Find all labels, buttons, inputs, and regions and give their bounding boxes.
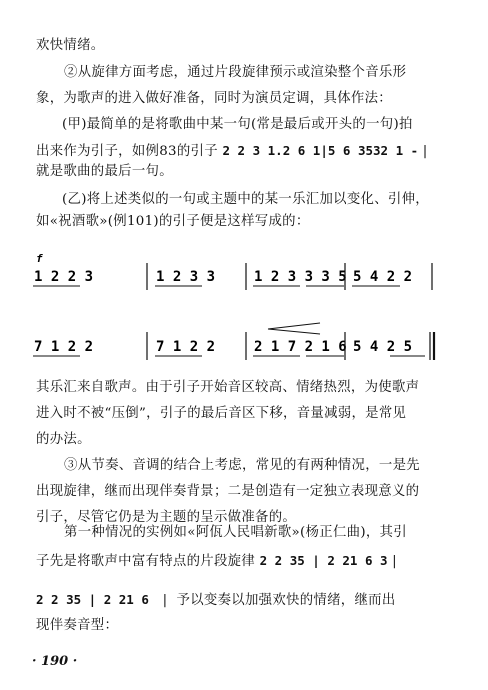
inline-notation-2: 2 2 35 | 2 21 6 3	[259, 553, 388, 568]
line-2: ②从旋律方面考虑，通过片段旋律预示或渲染整个音乐形	[64, 65, 407, 80]
page-number: · 190 ·	[32, 654, 78, 669]
line-13: 出现旋律，继而出现伴奏背景；二是创造有一定独立表现意义的	[36, 484, 420, 499]
line-4: (甲)最简单的是将歌曲中某一句(常是最后或开头的一句)拍	[62, 117, 413, 132]
score-row2-measure2: 7 1 2 2	[156, 339, 216, 355]
line-18: 现伴奏音型：	[36, 618, 119, 633]
inline-notation-1: 2 2 3 1.2 6 1|5 6 3532 1 -	[222, 143, 419, 158]
line-12: ③从节奏、音调的结合上考虑，常见的有两种情况，一是先	[64, 458, 420, 473]
score-row2-measure3: 2 1 7 2 1 6	[254, 339, 347, 355]
line-5-text: 出来作为引子，如例83的引子	[36, 144, 218, 159]
score-row2-measure4: 5 4 2 5	[353, 339, 413, 355]
line-15: 第一种情况的实例如«阿佤人民唱新歌»(杨正仁曲)，其引	[64, 525, 407, 540]
line-14: 引子，尽管它仍是为主题的呈示做准备的。	[36, 510, 297, 525]
line-7: (乙)将上述类似的一句或主题中的某一乐汇加以变化、引伸，	[62, 192, 430, 207]
line-10: 进入时不被“压倒”，引子的最后音区下移，音量减弱，是常见	[36, 406, 407, 421]
score-row1-measure4: 5 4 2 2	[353, 269, 413, 285]
barline: |	[392, 554, 397, 569]
line-17	[36, 590, 488, 611]
line-11: 的办法。	[36, 432, 91, 447]
score-row2-measure1: 7 1 2 2	[34, 339, 94, 355]
barline: |	[422, 144, 428, 159]
score-row1-measure3: 1 2 3 3 3 5	[254, 269, 347, 285]
line-9: 其乐汇来自歌声。由于引子开始音区较高、情绪热烈，为使歌声	[36, 380, 420, 395]
crescendo-hairpin	[268, 323, 320, 329]
inline-notation-3: 2 2 35 | 2 21 6	[36, 592, 149, 607]
line-8: 如«祝酒歌»(例101)的引子便是这样写成的：	[36, 214, 310, 229]
line-16	[36, 551, 488, 572]
line-16-text: 子先是将歌声中富有特点的片段旋律	[36, 554, 256, 569]
line-1: 欢快情绪。	[36, 38, 105, 53]
dynamic-mark: f	[36, 252, 43, 265]
crescendo-hairpin	[268, 329, 320, 334]
barline: |	[153, 593, 172, 608]
score-row1-measure2: 1 2 3 3	[156, 269, 216, 285]
score-row1-measure1: 1 2 2 3	[34, 269, 94, 285]
line-6: 就是歌曲的最后一句。	[36, 164, 173, 179]
line-17-text: 予以变奏以加强欢快的情绪，继而出	[176, 593, 396, 608]
line-3: 象，为歌声的进入做好准备，同时为演员定调，具体作法：	[36, 91, 392, 106]
